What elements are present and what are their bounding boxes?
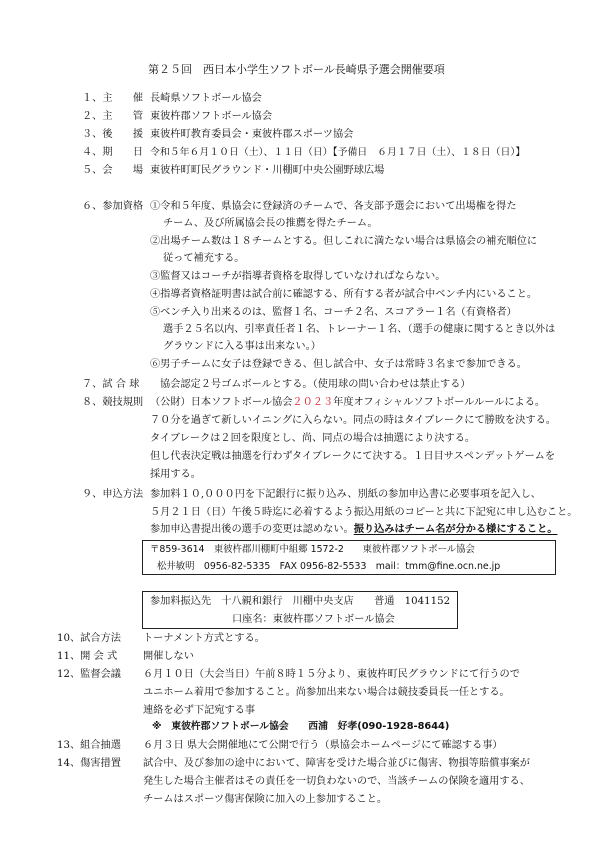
qualification-line: ④指導者資格証明書は試合前に確認する、所有する者が試合中ベンチ内にいること。: [150, 289, 538, 300]
injury-line: チームはスポーツ傷害保険に加入の上参加すること。: [143, 794, 388, 805]
venue-value: 東彼杵町町民グラウンド・川棚町中央公園野球広場: [150, 165, 385, 176]
manager-label: ２、主 管: [82, 111, 144, 122]
qualification-line: チーム、及び所属協会長の推薦を得たチーム。: [163, 218, 378, 229]
meeting-line: 連絡を必ず下記宛する事: [143, 705, 256, 716]
manager-value: 東彼杵郡ソフトボール協会: [150, 111, 273, 122]
meeting-line: ６月１０日（大会当日）午前８時１５分より、東彼杵町民グラウンドにて行うので: [143, 669, 520, 680]
bank-account-name: 口座名：東彼杵郡ソフトボール協会: [232, 614, 395, 625]
apply-line: [150, 523, 558, 536]
date-label: ４、期 日: [82, 147, 144, 158]
rules-edition: 年度オフィシャルソフトボールルールによる。: [333, 397, 546, 408]
ball-label: ７、試 合 球: [82, 379, 140, 390]
qualification-line: 従って補充する。: [163, 253, 245, 264]
rules-line: 採用する。: [150, 469, 201, 480]
qualification-line: ⑤ベンチ入り出来るのは、監督１名、コーチ２名、スコアラー１名（有資格者）: [150, 307, 517, 318]
opening-value: 開催しない: [143, 651, 194, 662]
ball-value: 協会認定２号ゴムボールとする。（使用球の問い合わせは禁止する）: [160, 379, 471, 390]
venue-label: ５、会 場: [82, 165, 144, 176]
lottery-value: ６月３日 県大会開催地にて公開で行う（県協会ホームページにて確認する事）: [143, 740, 503, 751]
apply-note: 参加申込書提出後の選手の変更は認めない。: [150, 524, 354, 535]
format-value: トーナメント方式とする。: [143, 633, 265, 644]
contact-address: 〒859-3614 東彼杵郡川棚町中組郷 1572-2 東彼杵郡ソフトボール協会: [150, 544, 475, 555]
apply-note-emphasis: 振り込みはチーム名が分かる様にすること。: [353, 524, 558, 535]
injury-line: 試合中、及び参加の途中において、障害を受けた場合並びに傷害、物損等賠償事案が: [143, 758, 530, 769]
apply-label: ９、申込方法: [82, 489, 144, 500]
injury-label: 14、傷害措置: [57, 758, 121, 769]
qualification-line: ②出場チーム数は１８チームとする。但しこれに満たない場合は県協会の補充順位に: [150, 236, 538, 247]
qualification-line: グラウンドに入る事は出来ない。）: [163, 341, 321, 352]
qualification-line: 選手２５名以内、引率責任者１名、トレーナー１名、（選手の健康に関するとき以外は: [163, 324, 556, 335]
meeting-label: 12、監督会議: [57, 669, 121, 680]
injury-line: 発生した場合主催者はその責任を一切負わないので、当該チームの保険を適用する、: [143, 776, 530, 787]
qualification-line: ①令和５年度、県協会に登録済のチームで、各支部予選会において出場権を得た: [150, 201, 517, 212]
support-label: ３、後 援: [82, 129, 144, 140]
rules-association: （公財）日本ソフトボール協会: [150, 397, 293, 408]
date-value: 令和５年６月１０日（土）、１１日（日）【予備日 ６月１７日（土）、１８日（日）】: [150, 147, 526, 158]
bank-details: 参加料振込先 十八親和銀行 川棚中央支店 普通 1041152: [150, 596, 451, 607]
meeting-line: ユニホーム着用で参加すること。尚参加出来ない場合は競技委員長一任とする。: [143, 687, 510, 698]
opening-label: 11、開 会 式: [57, 651, 118, 662]
organizer-label: １、主 催: [82, 93, 144, 104]
document-title: 第２５回 西日本小学生ソフトボール長崎県予選会開催要項: [148, 63, 445, 76]
qualification-line: ⑥男子チームに女子は登録できる、但し試合中、女子は常時３名まで参加できる。: [150, 359, 527, 370]
rules-line: ７０分を過ぎて新しいイニングに入らない。同点の時はタイブレークにて勝敗を決する。: [150, 415, 556, 426]
support-value: 東彼杵町教育委員会・東彼杵郡スポーツ協会: [150, 129, 354, 140]
organizer-value: 長崎県ソフトボール協会: [150, 93, 262, 104]
rules-year: ２０２３: [292, 397, 334, 408]
apply-line: ５月２１日（日）午後５時迄に必着するよう振込用紙のコピーと共に下記宛に申し込むこと。: [150, 507, 578, 518]
qualification-line: ③監督又はコーチが指導者資格を取得していなければならない。: [150, 271, 446, 282]
lottery-label: 13、組合抽選: [57, 740, 121, 751]
meeting-contact: ※ 東彼杵郡ソフトボール協会 西浦 好孝(090-1928-8644): [152, 721, 450, 732]
rules-line: [150, 396, 545, 409]
rules-line: タイブレークは２回を限度とし、尚、同点の場合は抽選により決する。: [150, 433, 476, 444]
rules-label: ８、競技規則: [82, 397, 144, 408]
contact-phone: 松井敏明 0956-82-5335 FAX 0956-82-5533 mail：tmm@fine.ocn.ne.jp: [157, 561, 501, 572]
format-label: 10、試合方法: [57, 633, 121, 644]
apply-line: 参加料１０,０００円を下記銀行に振り込み、別紙の参加申込書に必要事項を記入し、: [150, 489, 541, 500]
qualification-label: ６、参加資格: [82, 201, 144, 212]
rules-line: 但し代表決定戦は抽選を行わずタイブレークにて決する。１日目サスペンデットゲームを: [150, 451, 556, 462]
